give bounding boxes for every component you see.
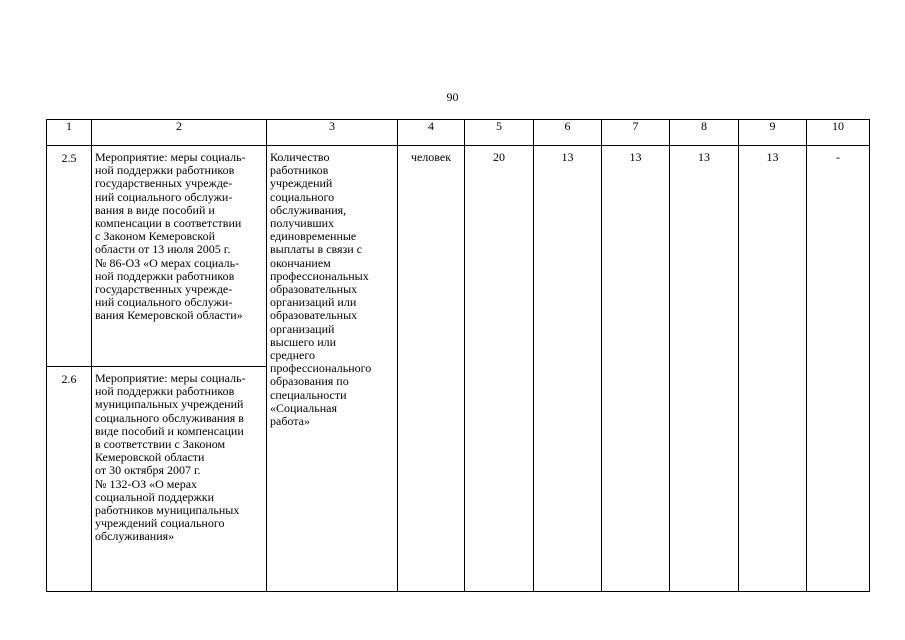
text-line: ний социального обслужи- <box>95 295 233 310</box>
text-line: профессионального <box>270 361 372 376</box>
text-line: образования по <box>270 374 349 389</box>
value-cell: 20 <box>465 146 534 592</box>
table-row <box>47 146 870 367</box>
header-cell: 8 <box>670 120 739 146</box>
text-line: государственных учрежде- <box>95 176 233 191</box>
text-line: работников <box>270 163 329 178</box>
text-line: «Социальная <box>270 400 338 415</box>
text-line: Кемеровской области <box>95 450 205 465</box>
text-line: социального <box>270 189 335 204</box>
text-line: учреждений <box>270 176 333 191</box>
text-line: организаций <box>270 321 335 336</box>
indicator-cell <box>267 146 398 592</box>
text-line: образовательных <box>270 282 358 297</box>
text-line: с Законом Кемеровской <box>95 229 216 244</box>
text-line: высшего или <box>270 334 337 349</box>
text-line: обслуживания» <box>95 529 175 544</box>
header-cell: 9 <box>739 120 807 146</box>
text-line: ной поддержки работников <box>95 268 235 283</box>
text-line: окончанием <box>270 255 331 270</box>
text-line: социальной поддержки <box>95 489 215 504</box>
text-line: работа» <box>270 414 310 429</box>
text-line: обслуживания, <box>270 202 347 217</box>
text-line: государственных учрежде- <box>95 282 233 297</box>
row-number-cell: 2.6 <box>47 367 92 592</box>
text-line: получивших <box>270 216 335 231</box>
text-line: выплаты в связи с <box>270 242 362 257</box>
text-line: ной поддержки работников <box>95 163 235 178</box>
text-line: в соответствии с Законом <box>95 437 226 452</box>
text-line: ний социального обслужи- <box>95 189 233 204</box>
header-cell: 4 <box>398 120 465 146</box>
text-line: ной поддержки работников <box>95 384 235 399</box>
header-cell: 7 <box>602 120 670 146</box>
value-cell: 13 <box>670 146 739 592</box>
text-line: работников муниципальных <box>95 503 240 518</box>
header-cell: 6 <box>534 120 602 146</box>
text-line: специальности <box>270 387 347 402</box>
text-line: компенсации в соответствии <box>95 216 242 231</box>
activity-cell <box>92 146 267 367</box>
value-cell: 13 <box>534 146 602 592</box>
text-line: Мероприятие: меры социаль- <box>95 371 246 385</box>
text-line: муниципальных учреждений <box>95 397 244 412</box>
value-cell: 13 <box>602 146 670 592</box>
header-row <box>47 120 870 146</box>
text-line: виде пособий и компенсации <box>95 423 244 438</box>
text-line: области от 13 июля 2005 г. <box>95 242 231 257</box>
header-cell: 2 <box>92 120 267 146</box>
page-number: 90 <box>446 90 459 104</box>
row-number-cell: 2.5 <box>47 146 92 367</box>
text-line: Мероприятие: меры социаль- <box>95 150 246 164</box>
text-line: вания в виде пособий и <box>95 202 215 217</box>
text-line: № 132-ОЗ «О мерах <box>95 476 198 491</box>
header-cell: 10 <box>807 120 870 146</box>
text-line: от 30 октября 2007 г. <box>95 463 201 478</box>
indicators-table <box>46 119 870 592</box>
text-line: организаций или <box>270 295 357 310</box>
text-line: среднего <box>270 348 315 363</box>
activity-cell <box>92 367 267 592</box>
text-line: № 86-ОЗ «О мерах социаль- <box>95 255 240 270</box>
value-cell: - <box>807 146 870 592</box>
text-line: Количество <box>270 150 330 164</box>
text-line: образовательных <box>270 308 358 323</box>
text-line: учреждений социального <box>95 516 225 531</box>
header-cell: 3 <box>267 120 398 146</box>
text-line: социального обслуживания в <box>95 410 244 425</box>
header-cell: 5 <box>465 120 534 146</box>
value-cell: 13 <box>739 146 807 592</box>
text-line: вания Кемеровской области» <box>95 308 243 323</box>
header-cell: 1 <box>47 120 92 146</box>
unit-cell: человек <box>398 146 465 592</box>
text-line: единовременные <box>270 229 357 244</box>
text-line: профессиональных <box>270 268 369 283</box>
